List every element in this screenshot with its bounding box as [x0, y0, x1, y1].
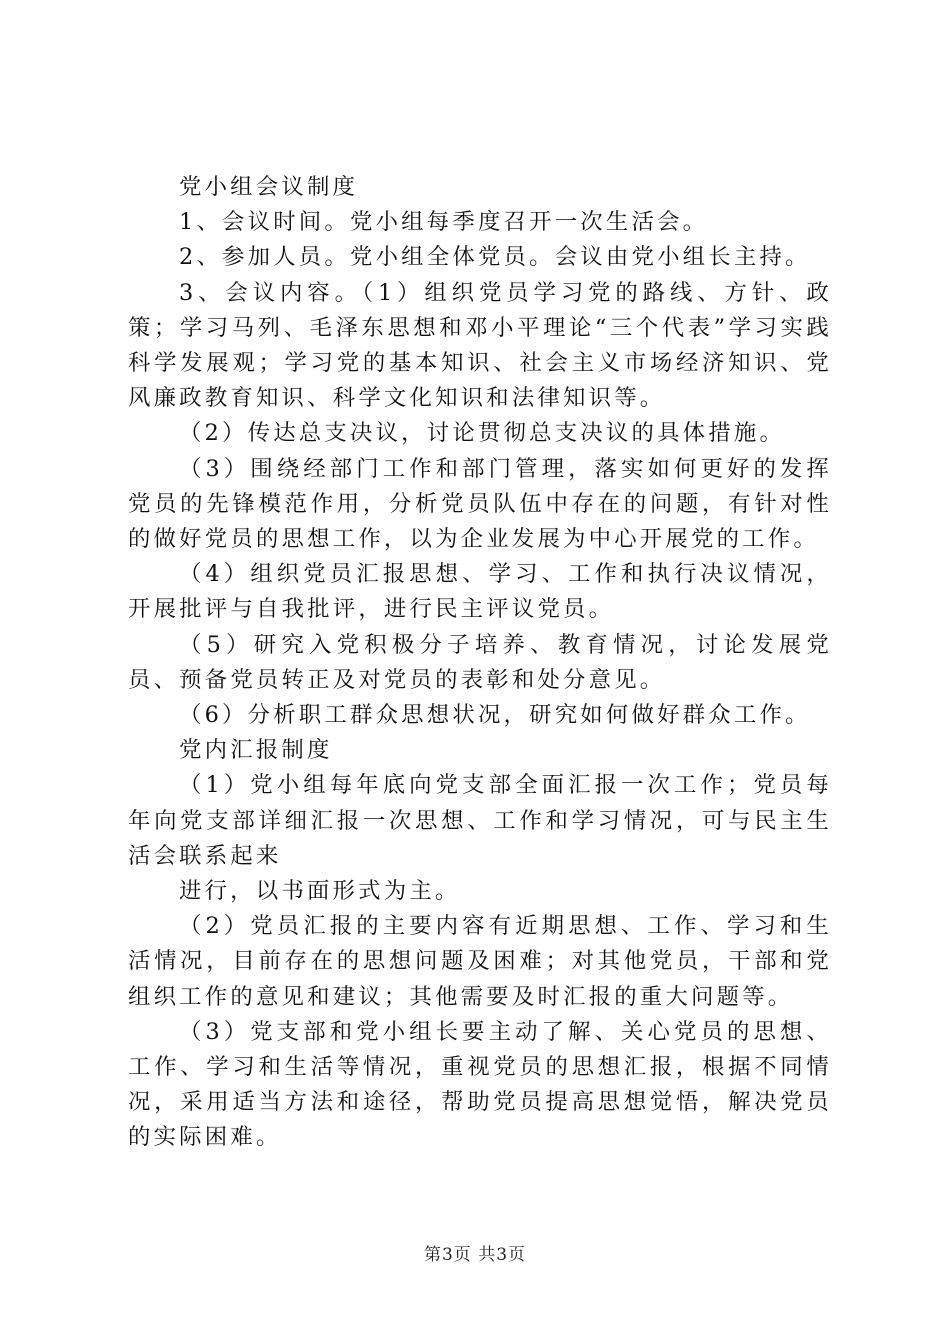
paragraph-item-2: （2）传达总支决议，讨论贯彻总支决议的具体措施。: [179, 420, 786, 447]
document-body: [128, 170, 832, 1156]
paragraph-item-5: （5）研究入党积极分子培养、教育情况，讨论发展党员、预备党员转正及对党员的表彰和处分意见。: [128, 631, 832, 693]
section-title-group-meeting: 党小组会议制度: [179, 174, 359, 200]
section-title-reporting: 党内汇报制度: [179, 737, 333, 764]
paragraph-report-3: （3）党支部和党小组长要主动了解、关心党员的思想、工作、学习和生活等情况，重视党员的思想汇报，根据不同情况，采用适当方法和途径，帮助党员提高思想觉悟，解决党员的实际困难。: [128, 1018, 832, 1151]
page-footer: 第3页 共3页: [423, 1245, 527, 1265]
paragraph-item-6: （6）分析职工群众思想状况，研究如何做好群众工作。: [179, 702, 811, 729]
paragraph-report-1-continued: 进行，以书面形式为主。: [179, 878, 461, 905]
paragraph-meeting-content: 3、会议内容。（1）组织党员学习党的路线、方针、政策；学习马列、毛泽东思想和邓小平理论“三个代表”学习实践科学发展观；学习党的基本知识、社会主义市场经济知识、党风廉政教育知识、科学文化知识和法律知识等。: [128, 279, 832, 412]
paragraph-report-2: （2）党员汇报的主要内容有近期思想、工作、学习和生活情况，目前存在的思想问题及困难；对其他党员，干部和党组织工作的意见和建议；其他需要及时汇报的重大问题等。: [128, 913, 832, 1010]
paragraph-item-4: （4）组织党员汇报思想、学习、工作和执行决议情况，开展批评与自我批评，进行民主评议党员。: [128, 561, 832, 623]
paragraph-meeting-time: 1、会议时间。党小组每季度召开一次生活会。: [179, 209, 709, 236]
paragraph-item-3: （3）围绕经部门工作和部门管理，落实如何更好的发挥党员的先锋模范作用，分析党员队伍中存在的问题，有针对性的做好党员的思想工作，以为企业发展为中心开展党的工作。: [128, 455, 832, 553]
paragraph-report-1: （1）党小组每年底向党支部全面汇报一次工作；党员每年向党支部详细汇报一次思想、工作和学习情况，可与民主生活会联系起来: [128, 772, 832, 869]
paragraph-participants: 2、参加人员。党小组全体党员。会议由党小组长主持。: [179, 244, 811, 271]
